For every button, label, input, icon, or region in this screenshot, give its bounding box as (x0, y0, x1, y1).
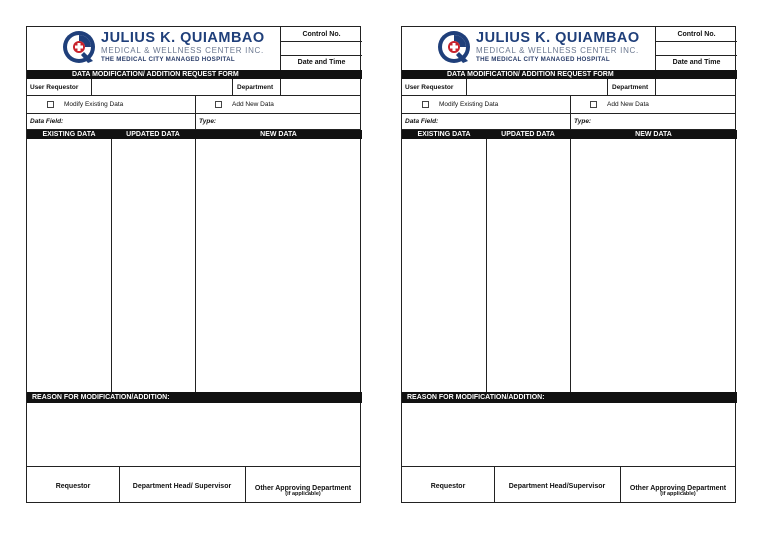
checkbox-icon[interactable] (215, 101, 222, 108)
checkbox-icon[interactable] (590, 101, 597, 108)
modify-existing-label: Modify Existing Data (64, 101, 124, 109)
user-requestor-row (402, 79, 735, 96)
existing-data-field[interactable] (402, 139, 486, 392)
request-form-left (26, 26, 361, 503)
user-requestor-label: User Requestor (405, 84, 454, 91)
add-new-option[interactable] (215, 101, 274, 108)
signature-row (27, 467, 360, 502)
type-label: Type: (199, 118, 217, 125)
updated-data-header: UPDATED DATA (501, 131, 555, 138)
user-requestor-row (27, 79, 360, 96)
data-entry-area (27, 139, 360, 392)
add-new-label: Add New Data (607, 101, 649, 109)
signature-row (402, 467, 735, 502)
modify-existing-option[interactable] (47, 101, 123, 108)
user-requestor-field[interactable] (92, 79, 232, 95)
modify-existing-label: Modify Existing Data (439, 101, 499, 109)
reason-header: REASON FOR MODIFICATION/ADDITION: (27, 392, 362, 403)
org-name: JULIUS K. QUIAMBAO (101, 30, 265, 46)
add-new-option[interactable] (590, 101, 649, 108)
control-number-label: Control No. (656, 27, 737, 42)
control-box (655, 27, 737, 70)
data-field-row (402, 114, 735, 130)
data-field-row (27, 114, 360, 130)
org-subtitle: MEDICAL & WELLNESS CENTER INC. (476, 46, 639, 55)
request-type-row (402, 96, 735, 114)
user-requestor-field[interactable] (467, 79, 607, 95)
date-time-label: Date and Time (672, 59, 721, 66)
control-number-label: Control No. (281, 27, 362, 42)
data-columns-header (402, 130, 737, 139)
form-header (402, 27, 737, 70)
hospital-logo-icon (437, 30, 471, 64)
if-applicable-note: (if applicable) (285, 491, 321, 497)
data-entry-area (402, 139, 735, 392)
department-label: Department (612, 84, 649, 91)
reason-field[interactable] (402, 403, 735, 467)
org-tagline: THE MEDICAL CITY MANAGED HOSPITAL (101, 56, 235, 63)
existing-data-header: EXISTING DATA (42, 131, 96, 138)
form-title: DATA MODIFICATION/ ADDITION REQUEST FORM (27, 70, 362, 79)
request-type-row (27, 96, 360, 114)
reason-header: REASON FOR MODIFICATION/ADDITION: (402, 392, 737, 403)
other-approving-label: Other Approving Department (629, 485, 727, 492)
dept-head-signature[interactable]: Department Head/ Supervisor (132, 483, 232, 490)
other-approving-signature[interactable] (245, 485, 361, 497)
department-label: Department (237, 84, 274, 91)
updated-data-field[interactable] (112, 139, 195, 392)
updated-data-header: UPDATED DATA (126, 131, 180, 138)
department-field[interactable] (281, 79, 360, 95)
form-title: DATA MODIFICATION/ ADDITION REQUEST FORM (402, 70, 737, 79)
control-number-field[interactable] (656, 42, 737, 56)
if-applicable-note: (if applicable) (660, 491, 696, 497)
new-data-header: NEW DATA (260, 131, 297, 138)
org-subtitle: MEDICAL & WELLNESS CENTER INC. (101, 46, 264, 55)
existing-data-field[interactable] (27, 139, 111, 392)
checkbox-icon[interactable] (47, 101, 54, 108)
other-approving-signature[interactable] (620, 485, 736, 497)
existing-data-header: EXISTING DATA (417, 131, 471, 138)
hospital-logo-icon (62, 30, 96, 64)
control-box (280, 27, 362, 70)
new-data-header: NEW DATA (635, 131, 672, 138)
updated-data-field[interactable] (487, 139, 570, 392)
date-time-label: Date and Time (297, 59, 346, 66)
org-name: JULIUS K. QUIAMBAO (476, 30, 640, 46)
type-label: Type: (574, 118, 592, 125)
data-field-label: Data Field: (30, 118, 64, 125)
org-tagline: THE MEDICAL CITY MANAGED HOSPITAL (476, 56, 610, 63)
data-field-label: Data Field: (405, 118, 439, 125)
data-columns-header (27, 130, 362, 139)
requestor-signature[interactable]: Requestor (430, 483, 466, 490)
user-requestor-label: User Requestor (30, 84, 79, 91)
new-data-field[interactable] (571, 139, 735, 392)
add-new-label: Add New Data (232, 101, 274, 109)
reason-field[interactable] (27, 403, 360, 467)
control-number-field[interactable] (281, 42, 362, 56)
request-form-right (401, 26, 736, 503)
dept-head-signature[interactable]: Department Head/Supervisor (508, 483, 606, 490)
new-data-field[interactable] (196, 139, 360, 392)
requestor-signature[interactable]: Requestor (55, 483, 91, 490)
checkbox-icon[interactable] (422, 101, 429, 108)
form-header (27, 27, 362, 70)
modify-existing-option[interactable] (422, 101, 498, 108)
department-field[interactable] (656, 79, 735, 95)
other-approving-label: Other Approving Department (254, 485, 352, 492)
